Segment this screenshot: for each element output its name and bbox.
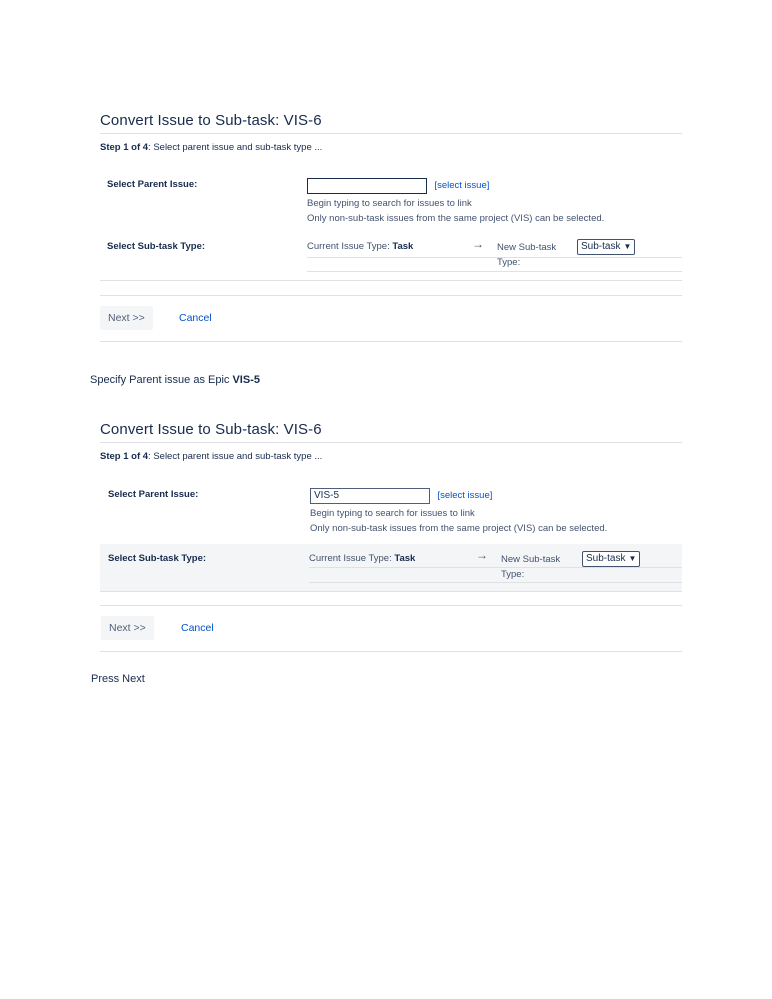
parent-help-text-1: Begin typing to search for issues to link — [307, 198, 472, 209]
row-divider — [309, 582, 682, 583]
parent-help-text-1: Begin typing to search for issues to link — [310, 508, 475, 519]
convert-panel-2 — [100, 420, 682, 653]
parent-issue-row — [100, 484, 682, 540]
subtask-type-row — [100, 235, 682, 279]
subtask-type-label: Select Sub-task Type: — [108, 553, 207, 564]
parent-issue-input[interactable] — [307, 178, 427, 194]
select-issue-link[interactable]: [select issue] — [437, 490, 493, 502]
convert-panel-1 — [100, 111, 682, 343]
new-subtask-type-select[interactable] — [582, 551, 640, 567]
current-issue-type-value: Task — [394, 553, 416, 564]
step-indicator — [100, 451, 682, 462]
next-button[interactable]: Next >> — [100, 306, 153, 330]
instruction-note-1 — [90, 374, 260, 386]
chevron-down-icon: ▼ — [628, 554, 637, 563]
parent-issue-input[interactable]: VIS-5 — [310, 488, 430, 504]
chevron-down-icon: ▼ — [623, 242, 632, 251]
subtask-type-row — [100, 544, 682, 591]
step-number: Step 1 of 4 — [100, 451, 149, 462]
panel-bottom-divider — [100, 341, 682, 342]
new-subtask-type-label: New Sub-task Type: — [497, 242, 557, 268]
next-button[interactable]: Next >> — [101, 616, 154, 640]
row-divider — [307, 257, 682, 258]
panel-bottom-divider — [100, 651, 682, 652]
current-issue-type-label: Current Issue Type: — [309, 553, 392, 564]
parent-issue-label: Select Parent Issue: — [108, 489, 199, 500]
current-issue-type-value: Task — [392, 241, 414, 252]
current-issue-type — [309, 553, 415, 564]
instruction-note-2: Press Next — [91, 673, 145, 685]
cancel-link[interactable]: Cancel — [179, 312, 212, 324]
title-divider — [100, 442, 682, 443]
parent-help-text-2: Only non-sub-task issues from the same project (VIS) can be selected. — [307, 213, 605, 224]
new-subtask-type-select[interactable] — [577, 239, 635, 255]
new-subtask-type-value: Sub-task — [581, 241, 621, 252]
title-divider — [100, 133, 682, 134]
row-divider — [307, 271, 682, 272]
parent-help-text-2: Only non-sub-task issues from the same project (VIS) can be selected. — [310, 523, 608, 534]
current-issue-type — [307, 241, 413, 252]
page-title: Convert Issue to Sub-task: VIS-6 — [100, 112, 322, 129]
step-number: Step 1 of 4 — [100, 142, 149, 153]
new-subtask-type-value: Sub-task — [586, 553, 626, 564]
parent-issue-row — [100, 175, 682, 225]
arrow-right-icon: → — [476, 548, 488, 562]
row-divider — [309, 567, 682, 568]
arrow-right-icon: → — [472, 237, 484, 251]
cancel-link[interactable]: Cancel — [181, 622, 214, 634]
page-title: Convert Issue to Sub-task: VIS-6 — [100, 421, 322, 438]
instruction-issue-key: VIS-5 — [232, 374, 260, 386]
current-issue-type-label: Current Issue Type: — [307, 241, 390, 252]
select-issue-link[interactable]: [select issue] — [434, 180, 490, 192]
step-description: : Select parent issue and sub-task type ... — [148, 451, 323, 462]
new-subtask-type-label: New Sub-task Type: — [501, 554, 561, 580]
form-divider — [100, 591, 682, 592]
step-indicator — [100, 142, 682, 153]
form-divider — [100, 280, 682, 281]
step-description: : Select parent issue and sub-task type ... — [148, 142, 323, 153]
instruction-text: Specify Parent issue as Epic — [90, 374, 233, 386]
button-bar-divider — [100, 605, 682, 606]
subtask-type-label: Select Sub-task Type: — [107, 241, 206, 252]
parent-issue-label: Select Parent Issue: — [107, 179, 198, 190]
button-bar-divider — [100, 295, 682, 296]
